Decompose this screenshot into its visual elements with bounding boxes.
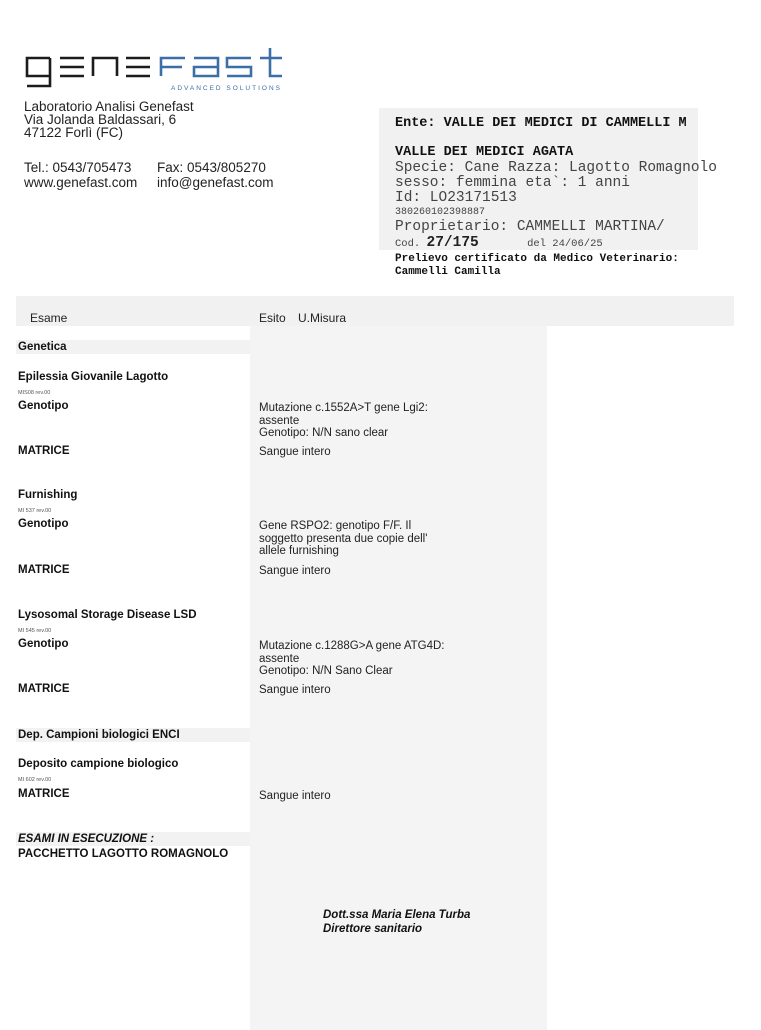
lab-address [24,100,194,139]
lab-tel: Tel.: 0543/705473 [24,160,132,175]
signature-block [323,908,470,936]
prelievo-line1: Prelievo certificato da Medico Veterinario: [395,253,679,265]
result-line: Genotipo: N/N Sano Clear [259,665,393,677]
microchip-number: 380260102398887 [395,207,486,218]
esami-in-esecuzione-title: ESAMI IN ESECUZIONE : [18,833,155,845]
sex-age-line: sesso: femmina eta`: 1 anni [395,175,630,191]
matrice-value: Sangue intero [259,790,331,802]
genotipo-label: Genotipo [18,400,69,412]
exam-title-epilessia: Epilessia Giovanile Lagotto [18,371,169,383]
sample-certification [395,253,679,279]
matrice-value: Sangue intero [259,565,331,577]
result-line: Mutazione c.1552A>T gene Lgi2: [259,402,428,414]
matrice-label: MATRICE [18,788,70,800]
exam-method-furnishing: MI 537 rev.00 [18,508,52,514]
lab-address-line2: 47122 Forlì (FC) [24,125,124,140]
matrice-value: Sangue intero [259,446,331,458]
result-line: assente [259,652,300,665]
col-result-header: Esito [259,311,286,325]
code-line [395,235,603,251]
matrice-label: MATRICE [18,445,70,457]
lab-email: info@genefast.com [157,175,274,190]
pending-package: PACCHETTO LAGOTTO ROMAGNOLO [18,848,229,860]
lab-address-line1: Via Jolanda Baldassari, 6 [24,112,177,127]
code-value: 27/175 [426,235,479,251]
exam-method-epilessia: MIS08 rev.00 [18,390,51,396]
logo-subtitle: ADVANCED SOLUTIONS [170,85,282,92]
genotipo-result-furnishing [259,520,427,558]
lab-name: Laboratorio Analisi Genefast [24,99,194,114]
report-date: del 24/06/25 [527,238,603,250]
genotipo-result-epilessia [259,402,428,440]
genotipo-label: Genotipo [18,518,69,530]
pet-name: VALLE DEI MEDICI AGATA [395,145,574,160]
genotipo-result-lsd [259,640,445,678]
matrice-label: MATRICE [18,564,70,576]
code-label: Cod. [395,238,421,250]
section-title-genetica: Genetica [18,341,67,353]
matrice-value: Sangue intero [259,684,331,696]
signatory-name: Dott.ssa Maria Elena Turba [323,909,471,921]
lab-website: www.genefast.com [24,175,138,190]
result-line: Gene RSPO2: genotipo F/F. Il [259,520,412,532]
result-line: Genotipo: N/N sano clear [259,427,389,439]
signatory-role: Direttore sanitario [323,923,423,935]
prelievo-line2: Cammelli Camilla [395,266,501,278]
matrice-label: MATRICE [18,683,70,695]
lab-contacts [24,160,274,190]
ente-line: Ente: VALLE DEI MEDICI DI CAMMELLI M [395,116,687,131]
exam-title-furnishing: Furnishing [18,489,78,501]
owner-line: Proprietario: CAMMELLI MARTINA/ [395,219,665,235]
section-title-dep-campioni: Dep. Campioni biologici ENCI [18,729,180,741]
lab-fax: Fax: 0543/805270 [157,160,266,175]
species-line: Specie: Cane Razza: Lagotto Romagnolo [395,160,717,176]
result-line: assente [259,414,300,427]
genotipo-label: Genotipo [18,638,69,650]
result-line: Mutazione c.1288G>A gene ATG4D: [259,640,445,652]
col-unit-header: U.Misura [298,311,347,325]
col-exam-header: Esame [30,311,68,325]
id-line: Id: LO23171513 [395,190,517,206]
exam-title-deposito: Deposito campione biologico [18,758,179,770]
result-line: soggetto presenta due copie dell' [259,532,428,545]
results-table-header [16,296,734,326]
exam-method-lsd: MI 545 rev.00 [18,628,52,634]
result-line: allele furnishing [259,545,339,557]
genefast-logo [24,44,286,94]
exam-title-lsd: Lysosomal Storage Disease LSD [18,609,197,621]
exam-method-deposito: MI 602 rev.00 [18,777,52,783]
